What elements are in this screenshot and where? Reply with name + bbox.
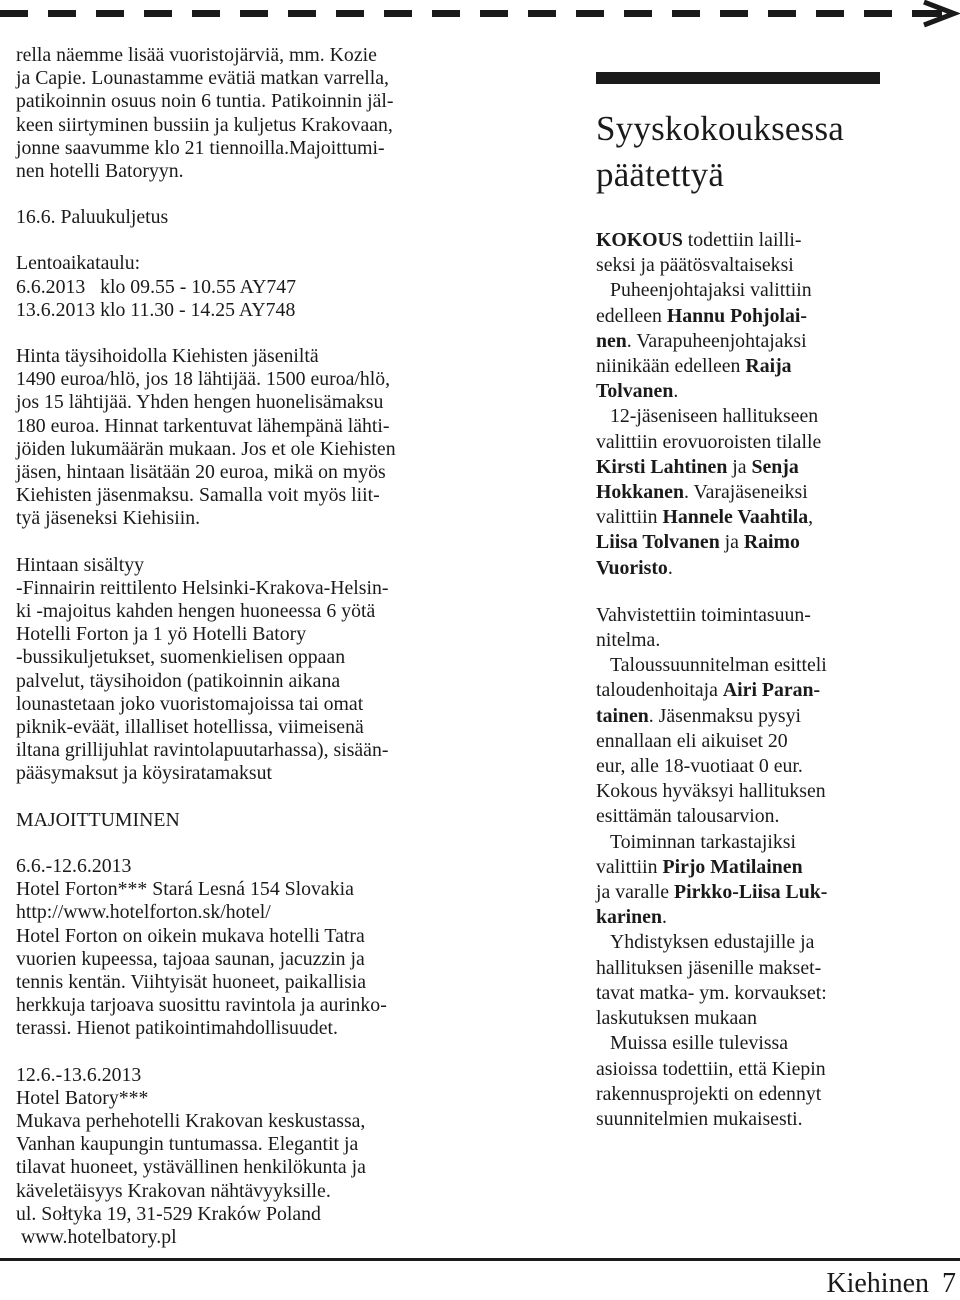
publication-name: Kiehinen	[826, 1268, 929, 1299]
auditors-paragraph: Toiminnan tarkastajiksi valittiin Pirjo Matilainen ja varalle Pirkko-Liisa Luk- karinen.	[596, 830, 828, 929]
flight-schedule: Lentoaikataulu: 6.6.2013 klo 09.55 - 10.55 AY747 13.6.2013 klo 11.30 - 14.25 AY748	[16, 252, 297, 321]
return-day-line: 16.6. Paluukuljetus	[16, 206, 169, 229]
meeting-paragraph: KOKOUS todettiin lailli- seksi ja päätösvaltaiseksi Puheenjohtajaksi valittiin edelleen Hannu Pohjolai- nen. Varapuheenjohtajaksi niinikään edelleen Raija Tolvanen.	[596, 229, 812, 403]
budget-paragraph: Taloussuunnitelman esitteli taloudenhoitaja Airi Paran- tainen. Jäsenmaksu pysyi ennallaan eli aikuiset 20 eur, alle 18-vuotiaat 0 eur. Kokous hyväksyi hallituksen esittämän talousarvion.	[596, 654, 827, 828]
footer-rule	[0, 1258, 960, 1261]
compensation-paragraph: Yhdistyksen edustajille ja hallituksen jäsenille makset- tavat matka- ym. korvaukset: laskutuksen mukaan	[596, 931, 827, 1030]
continuation-arrow-rule	[0, 0, 960, 30]
hotel-forton-url[interactable]: http://www.hotelforton.sk/hotel/	[16, 901, 271, 924]
hotel-batory-url[interactable]: www.hotelbatory.pl	[16, 1225, 177, 1248]
price-paragraph: Hinta täysihoidolla Kiehisten jäseniltä 1490 euroa/hlö, jos 18 lähtijää. 1500 euroa/hlö, jos 15 lähtijää. Yhden hengen huonelisämaksu 180 euroa. Hinnat tarkentuvat lähempänä lähti- jöiden lukumäärän mukaan. Jos et ole Kiehisten jäsen, hintaan lisätään 20 euroa, mikä on myös Kiehisten jäsenmaksu. Samalla voit myös liit- tyä jäseneksi Kiehisiin.	[16, 345, 396, 530]
included-paragraph: Hintaan sisältyy -Finnairin reittilento Helsinki-Krakova-Helsin- ki -majoitus kahden hengen huoneessa 6 yötä Hotelli Forton ja 1 yö Hotelli Batory -bussikuljetukset, suomenkielisen oppaan palvelut, täysihoidon (patikoinnin aikana lounastetaan joko vuoristomajoissa tai omat piknik-eväät, illalliset hotellissa, viimeisenä iltana grillijuhlat ravintolapuutarhassa), sisään- pääsymaksut ja köysiratamaksut	[16, 553, 389, 785]
right-column	[596, 72, 882, 1132]
hotel-batory-paragraph: 12.6.-13.6.2013 Hotel Batory*** Mukava perhehotelli Krakovan keskustassa, Vanhan kaupungin tuntumassa. Elegantit ja tilavat huoneet, ystävällinen henkilökunta ja käveletäisyys Krakovan nähtävyyksille. ul. Sołtyka 19, 31-529 Kraków Poland www.hotelbatory.pl	[16, 1064, 478, 1250]
page-footer	[826, 1268, 956, 1300]
action-plan-paragraph: Vahvistettiin toimintasuun- nitelma.	[596, 603, 811, 652]
heading-bar	[596, 72, 880, 84]
accommodation-heading: MAJOITTUMINEN	[16, 808, 180, 831]
page-number: 7	[942, 1268, 956, 1299]
hotel-forton-paragraph: 6.6.-12.6.2013 Hotel Forton*** Stará Lesná 154 Slovakia http://www.hotelforton.sk/hotel/ Hotel Forton on oikein mukava hotelli Tatra vuorien kupeessa, tajoaa saunan, jacuzzin ja tennis kentän. Viihtyisät huoneet, paikallisia herkkuja tarjoava suosittu ravintola ja aurinko- terassi. Hienot patikointimahdollisuudet.	[16, 855, 478, 1041]
left-column	[16, 44, 478, 1249]
other-matters-paragraph: Muissa esille tulevissa asioissa todettiin, että Kiepin rakennusprojekti on edennyt suunnitelmien mukaisesti.	[596, 1032, 826, 1130]
article-heading: Syyskokouksessa päätettyä	[596, 109, 845, 194]
board-paragraph: 12-jäseniseen hallitukseen valittiin erovuoroisten tilalle Kirsti Lahtinen ja Senja Hokkanen. Varajäseneiksi valittiin Hannele Vaahtila, Liisa Tolvanen ja Raimo Vuoristo.	[596, 405, 822, 579]
intro-paragraph: rella näemme lisää vuoristojärviä, mm. Kozie ja Capie. Lounastamme evätiä matkan varrella, patikoinnin osuus noin 6 tuntia. Patikoinnin jäl- keen siirtyminen bussiin ja kuljetus Krakovaan, jonne saavumme klo 21 tiennoilla.Majoittumi- nen hotelli Batoryyn.	[16, 44, 394, 183]
